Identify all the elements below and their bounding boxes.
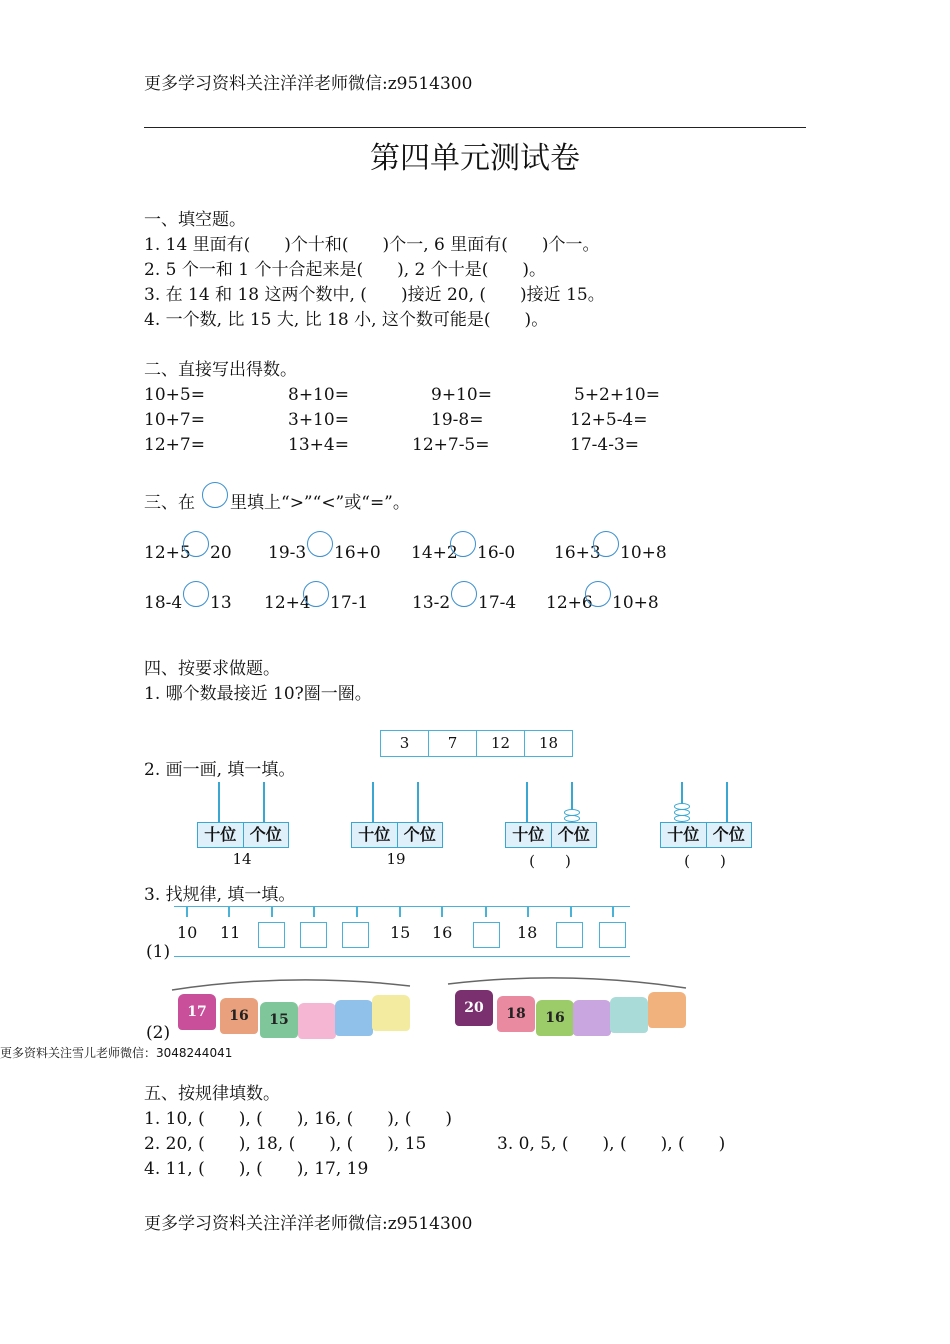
calc-item: 10+5= <box>144 385 205 405</box>
abacus-value[interactable]: ( ) <box>529 852 571 870</box>
compare-left: 14+2 <box>411 543 458 563</box>
pattern-answer-box[interactable] <box>473 922 500 948</box>
abacus-bead <box>564 815 580 822</box>
section4-q1: 1. 哪个数最接近 10?圈一圈。 <box>144 684 372 704</box>
section1-q4: 4. 一个数, 比 15 大, 比 18 小, 这个数可能是( )。 <box>144 310 549 330</box>
calc-item: 12+5-4= <box>570 410 648 430</box>
pattern-number: 15 <box>390 923 411 942</box>
calc-item: 19-8= <box>431 410 484 430</box>
section1-q2: 2. 5 个一和 1 个十合起来是( ), 2 个十是( )。 <box>144 260 547 280</box>
header-rule <box>144 127 806 128</box>
compare-circle-icon[interactable] <box>593 531 619 557</box>
compare-circle-icon[interactable] <box>303 581 329 607</box>
compare-circle-icon[interactable] <box>451 581 477 607</box>
pattern-tick <box>441 907 443 917</box>
compare-right: 16-0 <box>477 543 516 563</box>
pattern-bottom-line <box>174 956 630 957</box>
section1-heading: 一、填空题。 <box>144 210 246 230</box>
compare-circle-icon[interactable] <box>585 581 611 607</box>
calc-item: 3+10= <box>288 410 349 430</box>
number-choice[interactable]: 18 <box>538 734 559 752</box>
footer-note: 更多学习资料关注洋洋老师微信:z9514300 <box>144 1214 473 1234</box>
shirt-icon <box>497 996 535 1032</box>
pattern-answer-box[interactable] <box>599 922 626 948</box>
pattern-tick <box>399 907 401 917</box>
abacus-rod <box>417 782 419 822</box>
abacus-base <box>505 822 597 848</box>
shirt-number: 17 <box>187 1004 207 1020</box>
pattern-tick <box>228 907 230 917</box>
abacus-value: 19 <box>386 850 406 868</box>
shirt-icon <box>610 997 648 1033</box>
compare-circle-icon[interactable] <box>450 531 476 557</box>
pattern-answer-box[interactable] <box>342 922 369 948</box>
calc-item: 12+7-5= <box>412 435 490 455</box>
pattern-tick <box>485 907 487 917</box>
section4-q2: 2. 画一画, 填一填。 <box>144 760 296 780</box>
shirt-icon <box>260 1002 298 1038</box>
abacus <box>197 782 289 872</box>
section5-heading: 五、按规律填数。 <box>144 1084 280 1104</box>
number-choice[interactable]: 12 <box>477 731 525 756</box>
shirt-icon <box>220 998 258 1034</box>
shirt-icon <box>298 1003 336 1039</box>
shirt-icon <box>335 1000 373 1036</box>
section4-heading: 四、按要求做题。 <box>144 659 280 679</box>
compare-right: 17-4 <box>478 593 517 613</box>
tens-label: 十位 <box>506 823 552 847</box>
side-note: 更多资料关注雪儿老师微信：3048244041 <box>0 1046 233 1060</box>
abacus <box>505 782 597 872</box>
shirt-icon <box>536 1000 574 1036</box>
pattern-number: 16 <box>432 923 453 942</box>
compare-left: 16+3 <box>554 543 601 563</box>
compare-left: 12+6 <box>546 593 593 613</box>
shirt-number: 15 <box>269 1012 289 1028</box>
compare-left: 12+4 <box>264 593 311 613</box>
ones-label: 个位 <box>712 825 745 844</box>
abacus-rod <box>218 782 220 822</box>
pattern-answer-box[interactable] <box>556 922 583 948</box>
pattern-top-line <box>174 906 630 907</box>
shirt-icon <box>178 994 216 1030</box>
page-title: 第四单元测试卷 <box>370 141 580 176</box>
pattern-number: 18 <box>517 923 538 942</box>
compare-right: 10+8 <box>612 593 659 613</box>
pattern-number: 11 <box>220 923 241 942</box>
compare-circle-icon[interactable] <box>307 531 333 557</box>
pattern-tick <box>570 907 572 917</box>
ones-label: 个位 <box>403 825 436 844</box>
section3-heading-post: 里填上“>”“<”或“=”。 <box>230 493 410 513</box>
tens-label: 十位 <box>198 823 244 847</box>
abacus-base <box>351 822 443 848</box>
tens-label: 十位 <box>352 823 398 847</box>
pattern-answer-box[interactable] <box>300 922 327 948</box>
abacus-value[interactable]: ( ) <box>684 852 726 870</box>
shirt-number: 16 <box>545 1010 565 1026</box>
calc-item: 17-4-3= <box>570 435 639 455</box>
compare-left: 12+5 <box>144 543 191 563</box>
ones-label: 个位 <box>249 825 282 844</box>
calc-item: 13+4= <box>288 435 349 455</box>
section1-q3: 3. 在 14 和 18 这两个数中, ( )接近 20, ( )接近 15。 <box>144 285 605 305</box>
pattern-tick <box>612 907 614 917</box>
compare-left: 13-2 <box>412 593 451 613</box>
pattern1-label: (1) <box>146 942 171 962</box>
shirt-number: 20 <box>464 1000 484 1016</box>
header-note: 更多学习资料关注洋洋老师微信:z9514300 <box>144 74 473 94</box>
compare-right: 17-1 <box>330 593 369 613</box>
shirt-number: 16 <box>229 1008 249 1024</box>
pattern-answer-box[interactable] <box>258 922 285 948</box>
pattern-tick <box>527 907 529 917</box>
shirt-icon <box>573 1000 611 1036</box>
pattern2-label: (2) <box>146 1023 171 1043</box>
calc-item: 5+2+10= <box>574 385 660 405</box>
pattern-number: 10 <box>177 923 198 942</box>
section4-q3: 3. 找规律, 填一填。 <box>144 885 296 905</box>
abacus <box>351 782 443 872</box>
number-choice-box <box>380 730 573 757</box>
compare-left: 19-3 <box>268 543 307 563</box>
calc-item: 10+7= <box>144 410 205 430</box>
section1-q1: 1. 14 里面有( )个十和( )个一, 6 里面有( )个一。 <box>144 235 600 255</box>
section5-q1: 1. 10, ( ), ( ), 16, ( ), ( ) <box>144 1109 452 1129</box>
compare-right: 13 <box>210 593 232 613</box>
shirt-icon <box>648 992 686 1028</box>
calc-item: 12+7= <box>144 435 205 455</box>
compare-circle-icon[interactable] <box>183 581 209 607</box>
abacus-rod <box>263 782 265 822</box>
compare-left: 18-4 <box>144 593 183 613</box>
abacus-rod <box>526 782 528 822</box>
pattern-tick <box>356 907 358 917</box>
pattern-tick <box>271 907 273 917</box>
section3-heading-pre: 三、在 <box>144 493 195 513</box>
compare-right: 20 <box>210 543 232 563</box>
section5-q2: 2. 20, ( ), 18, ( ), ( ), 15 <box>144 1134 427 1154</box>
calc-item: 8+10= <box>288 385 349 405</box>
calc-item: 9+10= <box>431 385 492 405</box>
pattern-tick <box>313 907 315 917</box>
abacus-rod <box>726 782 728 822</box>
abacus-base <box>197 822 289 848</box>
pattern-tick <box>186 907 188 917</box>
number-choice[interactable]: 7 <box>429 731 477 756</box>
ones-label: 个位 <box>557 825 590 844</box>
number-choice[interactable]: 3 <box>381 731 429 756</box>
compare-right: 10+8 <box>620 543 667 563</box>
abacus-value: 14 <box>232 850 252 868</box>
abacus-base <box>660 822 752 848</box>
abacus-rod <box>372 782 374 822</box>
compare-right: 16+0 <box>334 543 381 563</box>
shirt-number: 18 <box>506 1006 526 1022</box>
abacus <box>660 782 752 872</box>
compare-circle-icon <box>202 482 228 508</box>
compare-circle-icon[interactable] <box>183 531 209 557</box>
section5-q3: 3. 0, 5, ( ), ( ), ( ) <box>497 1134 726 1154</box>
shirt-icon <box>372 995 410 1031</box>
section2-heading: 二、直接写出得数。 <box>144 360 297 380</box>
tens-label: 十位 <box>661 823 707 847</box>
abacus-bead <box>674 815 690 822</box>
shirt-icon <box>455 990 493 1026</box>
section5-q4: 4. 11, ( ), ( ), 17, 19 <box>144 1159 369 1179</box>
